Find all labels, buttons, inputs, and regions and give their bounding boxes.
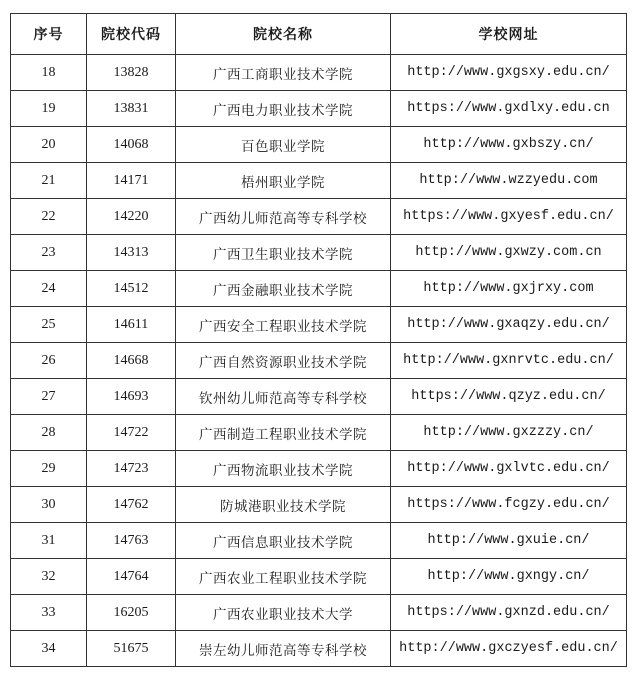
serial-number-cell: 25 bbox=[11, 307, 87, 343]
college-code-cell: 14764 bbox=[87, 559, 176, 595]
website-link[interactable]: http://www.gxczyesf.edu.cn/ bbox=[391, 631, 627, 667]
table-row bbox=[11, 55, 627, 91]
college-name-cell: 广西自然资源职业技术学院 bbox=[176, 343, 391, 379]
website-link[interactable]: http://www.gxnrvtc.edu.cn/ bbox=[391, 343, 627, 379]
college-list-table bbox=[10, 13, 627, 667]
table-row bbox=[11, 379, 627, 415]
college-name-cell: 广西制造工程职业技术学院 bbox=[176, 415, 391, 451]
serial-number-cell: 30 bbox=[11, 487, 87, 523]
college-name-cell: 广西幼儿师范高等专科学校 bbox=[176, 199, 391, 235]
table-row bbox=[11, 343, 627, 379]
table-row bbox=[11, 595, 627, 631]
college-name-cell: 百色职业学院 bbox=[176, 127, 391, 163]
college-name-cell: 梧州职业学院 bbox=[176, 163, 391, 199]
website-link[interactable]: http://www.gxgsxy.edu.cn/ bbox=[391, 55, 627, 91]
serial-number-cell: 23 bbox=[11, 235, 87, 271]
table-row bbox=[11, 127, 627, 163]
table-row bbox=[11, 307, 627, 343]
table-row bbox=[11, 559, 627, 595]
website-link[interactable]: http://www.gxngy.cn/ bbox=[391, 559, 627, 595]
college-name-cell: 广西信息职业技术学院 bbox=[176, 523, 391, 559]
website-link[interactable]: http://www.gxwzy.com.cn bbox=[391, 235, 627, 271]
table-row bbox=[11, 163, 627, 199]
website-link[interactable]: http://www.gxzzzy.cn/ bbox=[391, 415, 627, 451]
website-link[interactable]: http://www.gxbszy.cn/ bbox=[391, 127, 627, 163]
college-name-cell: 广西工商职业技术学院 bbox=[176, 55, 391, 91]
table-row bbox=[11, 199, 627, 235]
serial-number-cell: 20 bbox=[11, 127, 87, 163]
college-code-cell: 13831 bbox=[87, 91, 176, 127]
serial-number-cell: 32 bbox=[11, 559, 87, 595]
table-row bbox=[11, 415, 627, 451]
website-link[interactable]: https://www.gxdlxy.edu.cn bbox=[391, 91, 627, 127]
website-link[interactable]: http://www.gxaqzy.edu.cn/ bbox=[391, 307, 627, 343]
header-row bbox=[11, 14, 627, 55]
college-name-cell: 广西卫生职业技术学院 bbox=[176, 235, 391, 271]
header-college-name: 院校名称 bbox=[176, 14, 391, 55]
serial-number-cell: 22 bbox=[11, 199, 87, 235]
college-name-cell: 广西农业工程职业技术学院 bbox=[176, 559, 391, 595]
serial-number-cell: 29 bbox=[11, 451, 87, 487]
college-code-cell: 14723 bbox=[87, 451, 176, 487]
college-list-table-wrapper bbox=[10, 13, 626, 667]
serial-number-cell: 31 bbox=[11, 523, 87, 559]
serial-number-cell: 34 bbox=[11, 631, 87, 667]
serial-number-cell: 19 bbox=[11, 91, 87, 127]
college-name-cell: 崇左幼儿师范高等专科学校 bbox=[176, 631, 391, 667]
website-link[interactable]: https://www.gxnzd.edu.cn/ bbox=[391, 595, 627, 631]
college-code-cell: 51675 bbox=[87, 631, 176, 667]
website-link[interactable]: https://www.fcgzy.edu.cn/ bbox=[391, 487, 627, 523]
header-college-code: 院校代码 bbox=[87, 14, 176, 55]
college-name-cell: 广西金融职业技术学院 bbox=[176, 271, 391, 307]
table-row bbox=[11, 487, 627, 523]
table-row bbox=[11, 523, 627, 559]
website-link[interactable]: https://www.qzyz.edu.cn/ bbox=[391, 379, 627, 415]
header-serial-number: 序号 bbox=[11, 14, 87, 55]
college-code-cell: 14722 bbox=[87, 415, 176, 451]
serial-number-cell: 33 bbox=[11, 595, 87, 631]
serial-number-cell: 18 bbox=[11, 55, 87, 91]
college-code-cell: 14512 bbox=[87, 271, 176, 307]
college-name-cell: 广西农业职业技术大学 bbox=[176, 595, 391, 631]
college-code-cell: 16205 bbox=[87, 595, 176, 631]
table-header bbox=[11, 14, 627, 55]
college-code-cell: 14220 bbox=[87, 199, 176, 235]
website-link[interactable]: http://www.wzzyedu.com bbox=[391, 163, 627, 199]
college-code-cell: 14763 bbox=[87, 523, 176, 559]
table-row bbox=[11, 451, 627, 487]
college-code-cell: 14693 bbox=[87, 379, 176, 415]
website-link[interactable]: http://www.gxuie.cn/ bbox=[391, 523, 627, 559]
serial-number-cell: 24 bbox=[11, 271, 87, 307]
serial-number-cell: 27 bbox=[11, 379, 87, 415]
college-code-cell: 14068 bbox=[87, 127, 176, 163]
serial-number-cell: 26 bbox=[11, 343, 87, 379]
serial-number-cell: 28 bbox=[11, 415, 87, 451]
college-code-cell: 14668 bbox=[87, 343, 176, 379]
serial-number-cell: 21 bbox=[11, 163, 87, 199]
website-link[interactable]: http://www.gxlvtc.edu.cn/ bbox=[391, 451, 627, 487]
table-row bbox=[11, 235, 627, 271]
college-code-cell: 14171 bbox=[87, 163, 176, 199]
table-body bbox=[11, 55, 627, 667]
website-link[interactable]: http://www.gxjrxy.com bbox=[391, 271, 627, 307]
table-row bbox=[11, 631, 627, 667]
college-name-cell: 防城港职业技术学院 bbox=[176, 487, 391, 523]
table-row bbox=[11, 271, 627, 307]
website-link[interactable]: https://www.gxyesf.edu.cn/ bbox=[391, 199, 627, 235]
header-college-website: 学校网址 bbox=[391, 14, 627, 55]
table-row bbox=[11, 91, 627, 127]
college-code-cell: 14313 bbox=[87, 235, 176, 271]
college-code-cell: 14611 bbox=[87, 307, 176, 343]
college-name-cell: 广西安全工程职业技术学院 bbox=[176, 307, 391, 343]
college-code-cell: 14762 bbox=[87, 487, 176, 523]
college-name-cell: 钦州幼儿师范高等专科学校 bbox=[176, 379, 391, 415]
college-code-cell: 13828 bbox=[87, 55, 176, 91]
college-name-cell: 广西物流职业技术学院 bbox=[176, 451, 391, 487]
college-name-cell: 广西电力职业技术学院 bbox=[176, 91, 391, 127]
